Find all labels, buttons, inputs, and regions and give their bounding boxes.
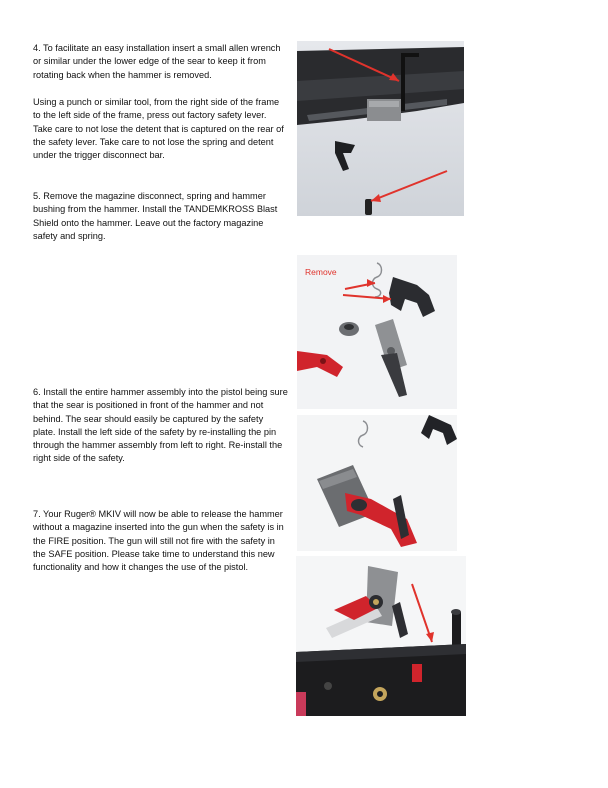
step5-instruction: 5. Remove the magazine disconnect, spring and hammer bushing from the hammer. Install the TANDEMKROSS Blast Shield onto the hammer. Leave out the factory magazine safety and spring. [33,191,278,241]
remove-label: Remove [305,267,337,277]
step6-instruction: 6. Install the entire hammer assembly into the pistol being sure that the sear is positioned in front of the hammer and not behind. The sear should easily be captured by the safety plate. Install the left side of the safety by re-installing the pin through the hammer assembly from left to right. Re-install the right side of the safety. [33,387,288,464]
photo-frame-safety-removal [297,41,464,216]
photo-hammer-assembly [297,415,457,551]
step4-instruction-a: 4. To facilitate an easy installation insert a small allen wrench or similar under the lower edge of the sear to keep it from rotating back when the hammer is removed. [33,43,281,80]
photo-installed-frame [296,556,466,716]
photo-hammer-parts-remove [297,255,457,409]
step7-instruction: 7. Your Ruger® MKIV will now be able to release the hammer without a magazine inserted into the gun when the safety is in the FIRE position. The gun will still not fire with the safety in the SAFE position. Please take time to understand this new functionality and how it changes the use of the pistol. [33,509,284,573]
step4-instruction-b: Using a punch or similar tool, from the right side of the frame to the left side of the frame, press out factory safety lever. Take care to not lose the detent that is captured on the rear of the safety lever. Take care to not lose the spring and detent under the trigger disconnect bar. [33,97,284,161]
